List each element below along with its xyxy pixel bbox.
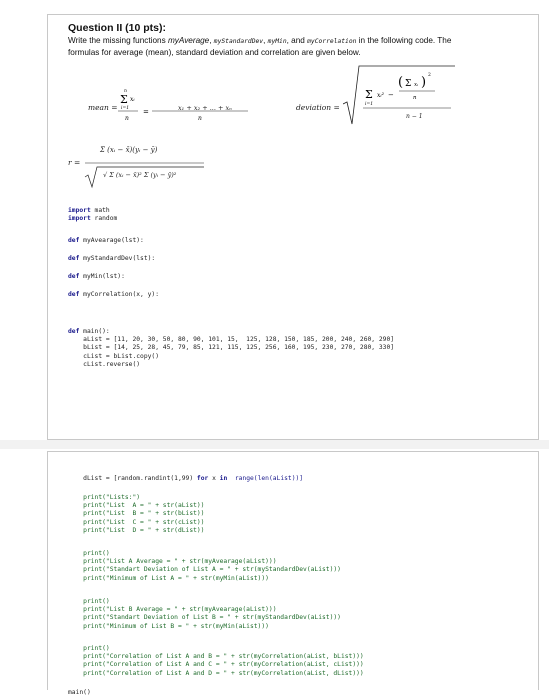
svg-text:xᵢ: xᵢ <box>130 96 135 103</box>
svg-text:Σ: Σ <box>365 88 373 101</box>
code-line: print("Correlation of List A and C = " + str(myCorrelation(aList, cList))) <box>68 661 364 669</box>
code-line: print("Correlation of List A and B = " + str(myCorrelation(aList, bList))) <box>68 653 364 661</box>
deviation-denominator: n − 1 <box>406 113 423 120</box>
keyword-def: def <box>68 328 80 335</box>
code-line: print("List C = " + str(cList)) <box>68 518 205 526</box>
code-line: print("Lists:") <box>68 494 141 501</box>
page-separator <box>0 440 549 449</box>
intro-text-2: in the following code. The formulas for average (mean), standard deviation and correlation are given below. <box>68 36 452 57</box>
code-line-clist: cList = bList.copy() <box>68 352 159 360</box>
intro-fn-mycorrelation: myCorrelation <box>307 38 357 45</box>
code-line: print() <box>68 550 110 557</box>
svg-text:n: n <box>124 89 127 94</box>
svg-text:i=1: i=1 <box>121 106 130 111</box>
code-line-blist: bList = [14, 25, 28, 45, 79, 85, 121, 115, 125, 256, 160, 195, 230, 270, 280, 330] <box>68 344 395 352</box>
dlist-range: range(len(aList))] <box>227 475 304 482</box>
svg-text:xᵢ: xᵢ <box>414 82 419 88</box>
keyword-in: in <box>219 475 228 482</box>
svg-text:i=1: i=1 <box>365 102 374 107</box>
code-line: print("List A Average = " + str(myAvearage(aList))) <box>68 558 277 566</box>
question-intro <box>68 35 473 58</box>
signature-mycorrelation: myCorrelation(x, y): <box>79 291 159 298</box>
intro-sep-2: , <box>263 36 268 45</box>
code-line-def-main <box>68 328 394 336</box>
svg-text:=: = <box>143 108 149 116</box>
code-main-function <box>68 328 394 369</box>
correlation-label: r = <box>68 158 81 167</box>
intro-sep-1: , <box>209 36 214 45</box>
code-print-lists <box>68 494 204 535</box>
code-line: print("Standart Deviation of List B = " + str(myStandardDev(aList))) <box>68 614 341 622</box>
svg-text:n: n <box>413 95 417 101</box>
keyword-import: import <box>68 215 91 223</box>
svg-text:Σ: Σ <box>405 79 412 89</box>
code-line: print("List B Average = " + str(myAvearage(aList))) <box>68 606 277 614</box>
correlation-numerator: Σ (xᵢ − x̄)(yᵢ − ȳ) <box>100 146 158 154</box>
code-imports <box>68 207 117 223</box>
code-line: print() <box>68 645 110 652</box>
deviation-graphic <box>343 64 458 132</box>
code-line-alist: aList = [11, 20, 30, 50, 80, 90, 101, 15, 125, 128, 150, 185, 200, 240, 260, 290] <box>68 336 395 344</box>
correlation-denominator: √ Σ (xᵢ − x̄)² Σ (yᵢ − ȳ)² <box>103 171 177 179</box>
code-line: print() <box>68 598 110 605</box>
code-line: print("List A = " + str(aList)) <box>68 502 205 510</box>
keyword-import: import <box>68 207 91 214</box>
code-print-list-b-stats <box>68 598 341 631</box>
module-math: math <box>90 207 110 214</box>
keyword-def: def <box>68 255 80 262</box>
code-line-import-random <box>68 215 117 223</box>
signature-mystandarddev: myStandardDev(lst): <box>79 255 156 262</box>
svg-text:Σ: Σ <box>120 93 128 106</box>
code-line: print("Minimum of List B = " + str(myMin(aList))) <box>68 622 269 630</box>
code-line-reverse: cList.reverse() <box>68 360 141 368</box>
code-def-mycorrelation <box>68 291 159 299</box>
code-def-mymin <box>68 273 125 281</box>
deviation-label: deviation = <box>296 103 340 112</box>
svg-text:(: ( <box>398 75 404 90</box>
intro-sep-3: , and <box>286 36 308 45</box>
svg-text:): ) <box>421 75 427 90</box>
module-random: random <box>90 215 118 223</box>
keyword-def: def <box>68 273 80 280</box>
signature-mymin: myMin(lst): <box>79 273 125 280</box>
mean-numerator: x₁ + x₂ + ... + xₙ <box>178 104 232 112</box>
code-line: print("List B = " + str(bList)) <box>68 510 205 518</box>
intro-text-1: Write the missing functions <box>68 36 168 45</box>
svg-text:xᵢ²: xᵢ² <box>377 92 384 99</box>
code-line-dlist <box>68 475 303 483</box>
code-main-call: main() <box>68 689 91 696</box>
intro-fn-myaverage: myAverage <box>167 36 210 45</box>
code-line: print("Correlation of List A and D = " + str(myCorrelation(aList, dList))) <box>68 669 364 677</box>
signature-myavearage: myAvearage(lst): <box>79 237 144 244</box>
code-line: print("Minimum of List A = " + str(myMin(aList))) <box>68 574 269 582</box>
intro-fn-mymin: myMin <box>267 38 287 45</box>
mean-label: mean = <box>88 103 118 112</box>
keyword-def: def <box>68 237 80 244</box>
dlist-prefix: dList = [random.randint(1,99) <box>68 475 197 482</box>
svg-text:n: n <box>198 115 202 122</box>
svg-text:n: n <box>125 115 129 122</box>
code-def-mystandarddev <box>68 255 155 263</box>
code-def-myavearage <box>68 237 144 245</box>
question-panel-top <box>47 14 539 440</box>
code-line: print("List D = " + str(dList)) <box>68 526 205 534</box>
svg-text:−: − <box>388 91 394 99</box>
dlist-var: x <box>208 475 220 482</box>
code-print-correlations <box>68 645 364 678</box>
svg-text:2: 2 <box>428 73 431 78</box>
question-title: Question II (10 pts): <box>68 22 167 34</box>
code-line: print("Standart Deviation of List A = " + str(myStandardDev(aList))) <box>68 566 341 574</box>
keyword-def: def <box>68 291 80 298</box>
code-line-import-math <box>68 207 117 215</box>
code-print-list-a-stats <box>68 550 341 583</box>
keyword-for: for <box>196 475 209 482</box>
intro-fn-mystandarddev: myStandardDev <box>213 38 264 45</box>
signature-main: main(): <box>79 328 110 335</box>
